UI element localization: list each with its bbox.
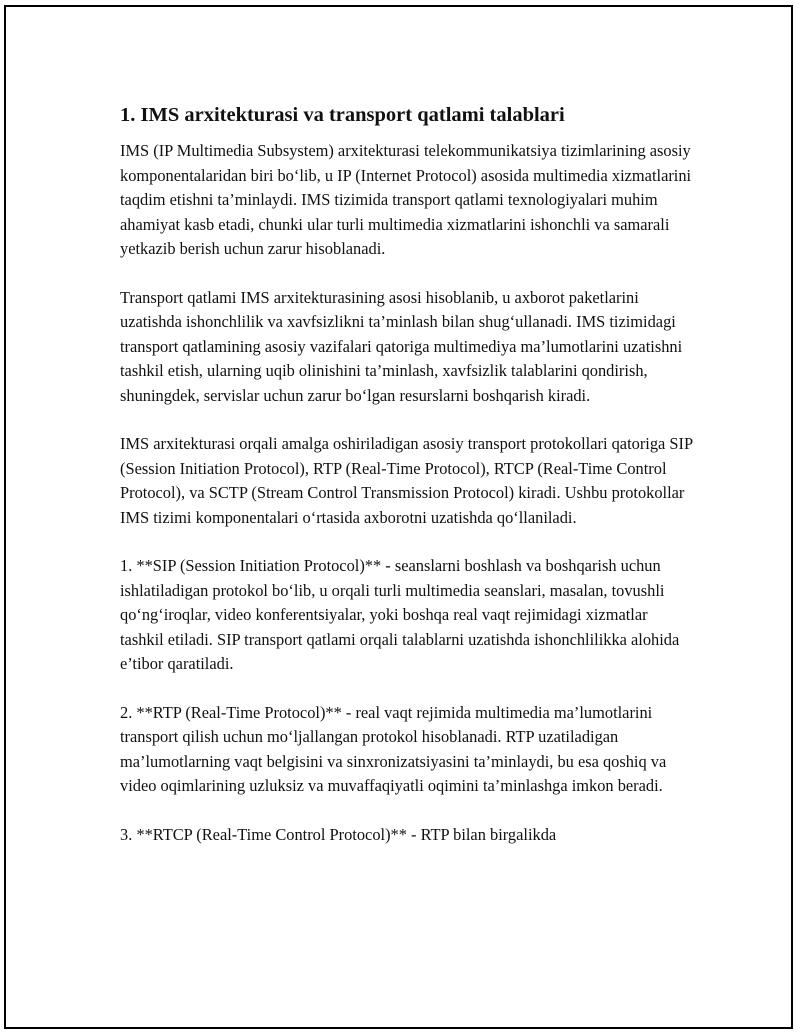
- page-frame: [4, 5, 793, 1029]
- paragraph-rtp: 2. **RTP (Real-Time Protocol)** - real vaqt rejimida multimedia ma’lumotlarini transport qilish uchun mo‘ljallangan protokol hisoblanadi. RTP uzatiladigan ma’lumotlarning vaqt belgisini va sinxronizatsiyasini ta’minlaydi, bu esa qoshiq va video oqimlarining uzluksiz va muvaffaqiyatli oqimini ta’minlashga imkon beradi.: [120, 702, 667, 795]
- section-heading: 1. IMS arxitekturasi va transport qatlami talablari: [120, 104, 565, 126]
- paragraph-transport-protocols: IMS arxitekturasi orqali amalga oshiriladigan asosiy transport protokollari qatoriga SIP (Session Initiation Protocol), RTP (Real-Time Protocol), RTCP (Real-Time Control Protocol), va SCTP (Stream Control Transmission Protocol) kiradi. Ushbu protokollar IMS tizimi komponentalari o‘rtasida axborotni uzatishda qo‘llaniladi.: [120, 434, 693, 527]
- document-content: [120, 103, 694, 871]
- paragraph-ims-intro: IMS (IP Multimedia Subsystem) arxitekturasi telekommunikatsiya tizimlarining asosiy komponentalaridan biri bo‘lib, u IP (Internet Protocol) asosida multimedia xizmatlarini taqdim etishni ta’minlaydi. IMS tizimida transport qatlami texnologiyalari muhim ahamiyat kasb etadi, chunki ular turli multimedia xizmatlarini ishonchli va samarali yetkazib berish uchun zarur hisoblanadi.: [120, 141, 692, 258]
- paragraph-rtcp: 3. **RTCP (Real-Time Control Protocol)** - RTP bilan birgalikda: [120, 824, 557, 844]
- paragraph-transport-layer: Transport qatlami IMS arxitekturasining asosi hisoblanib, u axborot paketlarini uzatishda ishonchlilik va xavfsizlikni ta’minlash bilan shug‘ullanadi. IMS tizimidagi transport qatlamining asosiy vazifalari qatoriga multimediya ma’lumotlarini uzatishni tashkil etish, ularning uqib olinishini ta’minlash, xavfsizlik talablarini qondirish, shuningdek, servislar uchun zarur bo‘lgan resurslarni boshqarish kiradi.: [120, 287, 683, 405]
- paragraph-sip: 1. **SIP (Session Initiation Protocol)** - seanslarni boshlash va boshqarish uchun ishlatiladigan protokol bo‘lib, u orqali turli multimedia seanslari, masalan, tovushli qo‘ng‘iroqlar, video konferentsiyalar, yoki boshqa real vaqt rejimidagi xizmatlar tashkil etiladi. SIP transport qatlami orqali talablarni uzatishda ishonchlilikka alohida e’tibor qaratiladi.: [120, 556, 680, 673]
